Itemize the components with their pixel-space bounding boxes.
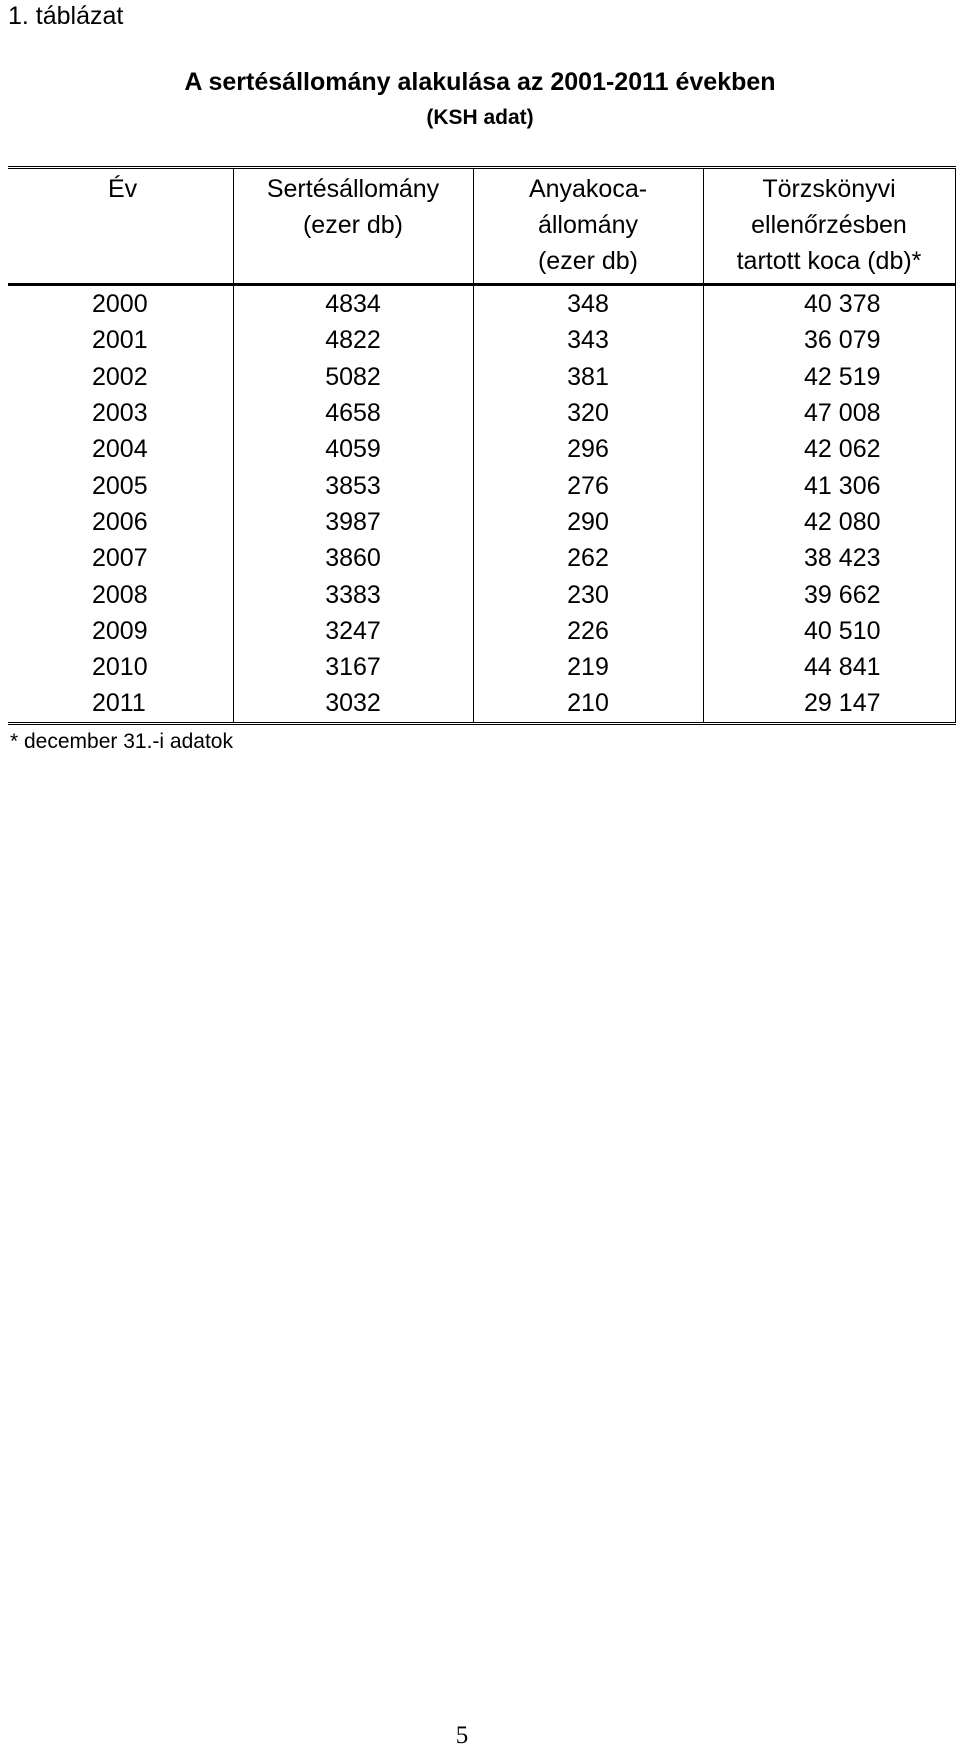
table-row [8,685,955,723]
cell-sow-stock: 320 [473,395,703,431]
cell-pig-stock: 3167 [233,649,473,685]
cell-sow-stock: 348 [473,285,703,323]
cell-registered-sows: 47 008 [703,395,955,431]
cell-registered-sows: 42 519 [703,359,955,395]
cell-registered-sows: 41 306 [703,467,955,503]
table-row [8,359,955,395]
cell-registered-sows: 36 079 [703,322,955,358]
cell-sow-stock: 210 [473,685,703,723]
table-row [8,322,955,358]
cell-year: 2003 [8,395,233,431]
table-header-row [8,168,955,285]
cell-sow-stock: 290 [473,504,703,540]
cell-sow-stock: 262 [473,540,703,576]
table-row [8,467,955,503]
cell-registered-sows: 42 062 [703,431,955,467]
cell-year: 2011 [8,685,233,723]
cell-pig-stock: 3987 [233,504,473,540]
cell-registered-sows: 39 662 [703,576,955,612]
cell-year: 2008 [8,576,233,612]
header-year: Év [8,168,233,285]
cell-pig-stock: 3247 [233,613,473,649]
cell-sow-stock: 343 [473,322,703,358]
header-sow-stock: Anyakoca- állomány (ezer db) [473,168,703,285]
cell-registered-sows: 44 841 [703,649,955,685]
table-row [8,285,955,323]
cell-pig-stock: 3383 [233,576,473,612]
cell-registered-sows: 42 080 [703,504,955,540]
table-title: A sertésállomány alakulása az 2001-2011 években [184,68,776,96]
table-body [8,285,955,724]
cell-year: 2006 [8,504,233,540]
cell-year: 2010 [8,649,233,685]
page-number: 5 [455,1722,469,1749]
table-row [8,431,955,467]
cell-year: 2009 [8,613,233,649]
cell-sow-stock: 381 [473,359,703,395]
table-subtitle: (KSH adat) [426,106,534,129]
cell-registered-sows: 38 423 [703,540,955,576]
cell-registered-sows: 40 510 [703,613,955,649]
cell-pig-stock: 4822 [233,322,473,358]
cell-pig-stock: 3032 [233,685,473,723]
cell-year: 2002 [8,359,233,395]
table-row [8,649,955,685]
table-row [8,504,955,540]
cell-sow-stock: 230 [473,576,703,612]
cell-year: 2001 [8,322,233,358]
cell-year: 2000 [8,285,233,323]
cell-sow-stock: 219 [473,649,703,685]
cell-pig-stock: 3853 [233,467,473,503]
livestock-table [8,166,956,725]
cell-pig-stock: 4059 [233,431,473,467]
cell-sow-stock: 296 [473,431,703,467]
header-pig-stock: Sertésállomány (ezer db) [233,168,473,285]
table-label: 1. táblázat [8,2,124,30]
cell-year: 2007 [8,540,233,576]
cell-year: 2005 [8,467,233,503]
cell-year: 2004 [8,431,233,467]
header-registered-sows: Törzskönyvi ellenőrzésben tartott koca (db)* [703,168,955,285]
cell-pig-stock: 4658 [233,395,473,431]
footnote: * december 31.-i adatok [10,730,233,753]
table-row [8,395,955,431]
cell-sow-stock: 276 [473,467,703,503]
table-row [8,576,955,612]
cell-pig-stock: 5082 [233,359,473,395]
cell-pig-stock: 4834 [233,285,473,323]
cell-registered-sows: 40 378 [703,285,955,323]
table-row [8,613,955,649]
table-row [8,540,955,576]
cell-pig-stock: 3860 [233,540,473,576]
cell-sow-stock: 226 [473,613,703,649]
cell-registered-sows: 29 147 [703,685,955,723]
